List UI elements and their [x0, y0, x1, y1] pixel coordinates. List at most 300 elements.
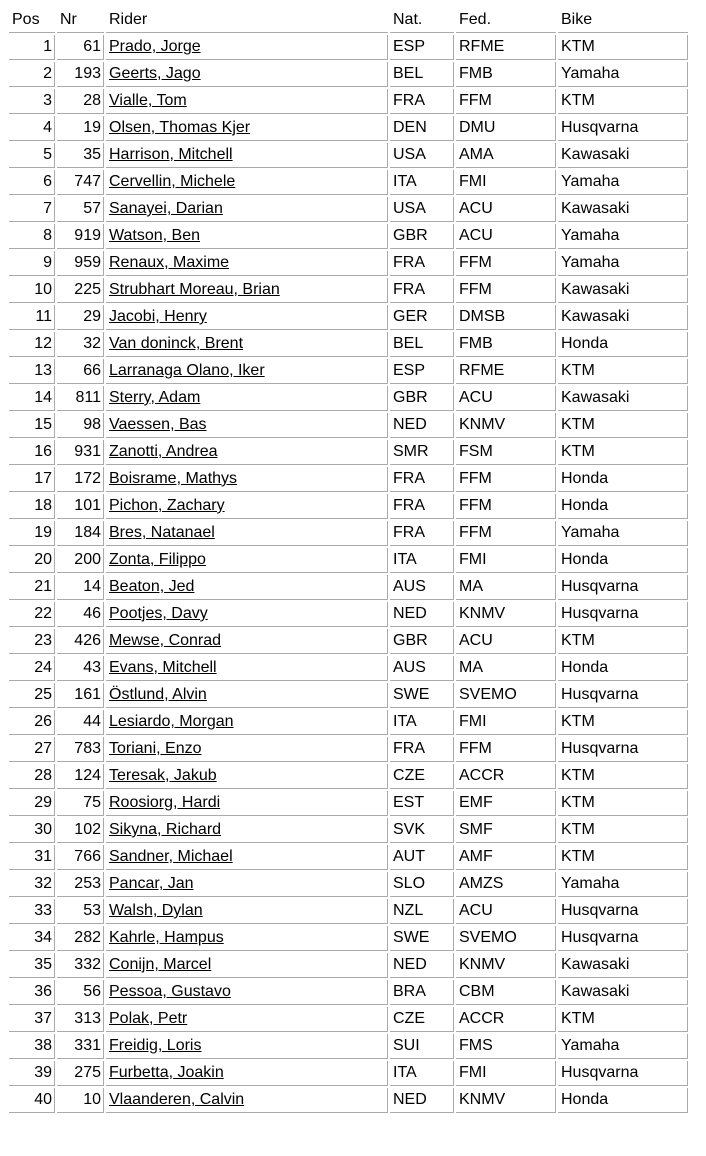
- cell-bike: KTM: [558, 764, 688, 789]
- cell-nr: 75: [57, 791, 104, 816]
- cell-bike: KTM: [558, 359, 688, 384]
- cell-pos: 40: [9, 1088, 55, 1113]
- cell-rider: [106, 386, 388, 411]
- cell-nat: ITA: [390, 548, 454, 573]
- cell-pos: 5: [9, 143, 55, 168]
- cell-rider: [106, 116, 388, 141]
- cell-rider: [106, 332, 388, 357]
- cell-nr: 101: [57, 494, 104, 519]
- rider-link[interactable]: Van doninck, Brent: [109, 335, 244, 352]
- cell-pos: 7: [9, 197, 55, 222]
- cell-fed: AMZS: [456, 872, 556, 897]
- table-row: [9, 791, 688, 816]
- cell-nr: 200: [57, 548, 104, 573]
- cell-bike: Honda: [558, 332, 688, 357]
- cell-rider: [106, 467, 388, 492]
- cell-bike: Kawasaki: [558, 143, 688, 168]
- table-row: [9, 1061, 688, 1086]
- cell-fed: FFM: [456, 89, 556, 114]
- cell-rider: [106, 359, 388, 384]
- cell-pos: 10: [9, 278, 55, 303]
- cell-nat: GBR: [390, 629, 454, 654]
- cell-fed: FFM: [456, 737, 556, 762]
- cell-nat: NED: [390, 413, 454, 438]
- cell-nr: 66: [57, 359, 104, 384]
- table-row: [9, 467, 688, 492]
- cell-nat: SLO: [390, 872, 454, 897]
- cell-fed: RFME: [456, 35, 556, 60]
- cell-nat: USA: [390, 143, 454, 168]
- cell-nat: AUT: [390, 845, 454, 870]
- cell-pos: 33: [9, 899, 55, 924]
- cell-nat: NED: [390, 602, 454, 627]
- cell-pos: 19: [9, 521, 55, 546]
- rider-link[interactable]: Mewse, Conrad: [109, 632, 222, 649]
- cell-nr: 313: [57, 1007, 104, 1032]
- cell-pos: 39: [9, 1061, 55, 1086]
- cell-fed: ACU: [456, 197, 556, 222]
- cell-fed: ACCR: [456, 764, 556, 789]
- cell-fed: FFM: [456, 251, 556, 276]
- cell-nat: GER: [390, 305, 454, 330]
- cell-nr: 28: [57, 89, 104, 114]
- cell-bike: KTM: [558, 89, 688, 114]
- rider-link[interactable]: Geerts, Jago: [109, 65, 201, 82]
- cell-bike: Husqvarna: [558, 683, 688, 708]
- cell-fed: FFM: [456, 521, 556, 546]
- rider-link[interactable]: Polak, Petr: [109, 1010, 188, 1027]
- rider-link[interactable]: Larranaga Olano, Iker: [109, 362, 265, 379]
- rider-link[interactable]: Pessoa, Gustavo: [109, 983, 231, 1000]
- cell-nr: 32: [57, 332, 104, 357]
- cell-pos: 24: [9, 656, 55, 681]
- table-row: [9, 1034, 688, 1059]
- cell-rider: [106, 899, 388, 924]
- cell-nr: 426: [57, 629, 104, 654]
- cell-fed: FMI: [456, 170, 556, 195]
- cell-bike: Yamaha: [558, 521, 688, 546]
- cell-nr: 766: [57, 845, 104, 870]
- cell-rider: [106, 251, 388, 276]
- header-row: [9, 8, 688, 33]
- cell-fed: DMU: [456, 116, 556, 141]
- cell-nat: SMR: [390, 440, 454, 465]
- rider-link[interactable]: Bres, Natanael: [109, 524, 215, 541]
- cell-rider: [106, 1034, 388, 1059]
- rider-link[interactable]: Zanotti, Andrea: [109, 443, 218, 460]
- table-row: [9, 899, 688, 924]
- cell-pos: 29: [9, 791, 55, 816]
- cell-rider: [106, 1061, 388, 1086]
- cell-bike: Honda: [558, 494, 688, 519]
- cell-fed: FSM: [456, 440, 556, 465]
- cell-bike: KTM: [558, 629, 688, 654]
- table-row: [9, 251, 688, 276]
- rider-link[interactable]: Pootjes, Davy: [109, 605, 208, 622]
- cell-nat: ITA: [390, 1061, 454, 1086]
- cell-nat: DEN: [390, 116, 454, 141]
- rider-link[interactable]: Sikyna, Richard: [109, 821, 222, 838]
- cell-fed: FMI: [456, 1061, 556, 1086]
- cell-rider: [106, 548, 388, 573]
- rider-link[interactable]: Teresak, Jakub: [109, 767, 217, 784]
- table-row: [9, 278, 688, 303]
- cell-bike: Kawasaki: [558, 386, 688, 411]
- table-row: [9, 737, 688, 762]
- cell-nat: NZL: [390, 899, 454, 924]
- cell-nat: GBR: [390, 224, 454, 249]
- cell-fed: ACU: [456, 224, 556, 249]
- cell-pos: 1: [9, 35, 55, 60]
- cell-nr: 919: [57, 224, 104, 249]
- cell-bike: KTM: [558, 791, 688, 816]
- cell-pos: 2: [9, 62, 55, 87]
- rider-link[interactable]: Östlund, Alvin: [109, 686, 207, 703]
- cell-pos: 3: [9, 89, 55, 114]
- cell-bike: Yamaha: [558, 170, 688, 195]
- rider-link[interactable]: Beaton, Jed: [109, 578, 195, 595]
- rider-link[interactable]: Watson, Ben: [109, 227, 201, 244]
- cell-rider: [106, 710, 388, 735]
- table-row: [9, 413, 688, 438]
- rider-link[interactable]: Vlaanderen, Calvin: [109, 1091, 245, 1108]
- table-row: [9, 359, 688, 384]
- cell-pos: 36: [9, 980, 55, 1005]
- cell-rider: [106, 1088, 388, 1113]
- cell-rider: [106, 656, 388, 681]
- cell-pos: 22: [9, 602, 55, 627]
- cell-pos: 16: [9, 440, 55, 465]
- cell-nr: 253: [57, 872, 104, 897]
- rider-link[interactable]: Zonta, Filippo: [109, 551, 206, 568]
- cell-rider: [106, 764, 388, 789]
- cell-rider: [106, 629, 388, 654]
- cell-nr: 193: [57, 62, 104, 87]
- rider-link[interactable]: Evans, Mitchell: [109, 659, 217, 676]
- table-row: [9, 764, 688, 789]
- cell-fed: KNMV: [456, 602, 556, 627]
- rider-link[interactable]: Jacobi, Henry: [109, 308, 207, 325]
- table-row: [9, 548, 688, 573]
- cell-fed: SMF: [456, 818, 556, 843]
- cell-nr: 931: [57, 440, 104, 465]
- cell-rider: [106, 89, 388, 114]
- cell-fed: FMB: [456, 332, 556, 357]
- cell-bike: Kawasaki: [558, 278, 688, 303]
- cell-bike: KTM: [558, 413, 688, 438]
- cell-nr: 783: [57, 737, 104, 762]
- cell-nr: 56: [57, 980, 104, 1005]
- cell-bike: Yamaha: [558, 62, 688, 87]
- cell-fed: ACU: [456, 629, 556, 654]
- results-table: [7, 6, 690, 1115]
- rider-link[interactable]: Olsen, Thomas Kjer: [109, 119, 251, 136]
- table-row: [9, 305, 688, 330]
- cell-rider: [106, 62, 388, 87]
- header-nr: Nr: [57, 8, 104, 33]
- cell-rider: [106, 602, 388, 627]
- table-row: [9, 710, 688, 735]
- cell-fed: FFM: [456, 494, 556, 519]
- cell-nr: 959: [57, 251, 104, 276]
- cell-pos: 20: [9, 548, 55, 573]
- cell-bike: KTM: [558, 1007, 688, 1032]
- cell-nr: 10: [57, 1088, 104, 1113]
- cell-bike: Yamaha: [558, 251, 688, 276]
- cell-bike: Husqvarna: [558, 926, 688, 951]
- cell-pos: 6: [9, 170, 55, 195]
- cell-nr: 331: [57, 1034, 104, 1059]
- cell-nr: 184: [57, 521, 104, 546]
- rider-link[interactable]: Pichon, Zachary: [109, 497, 225, 514]
- cell-nat: FRA: [390, 737, 454, 762]
- rider-link[interactable]: Harrison, Mitchell: [109, 146, 233, 163]
- cell-rider: [106, 683, 388, 708]
- cell-rider: [106, 845, 388, 870]
- cell-nat: BRA: [390, 980, 454, 1005]
- cell-nr: 275: [57, 1061, 104, 1086]
- cell-nat: CZE: [390, 764, 454, 789]
- cell-nat: FRA: [390, 251, 454, 276]
- cell-rider: [106, 575, 388, 600]
- cell-nat: SVK: [390, 818, 454, 843]
- cell-pos: 30: [9, 818, 55, 843]
- header-pos: Pos: [9, 8, 55, 33]
- cell-fed: KNMV: [456, 953, 556, 978]
- table-row: [9, 602, 688, 627]
- cell-pos: 12: [9, 332, 55, 357]
- cell-nr: 225: [57, 278, 104, 303]
- cell-rider: [106, 305, 388, 330]
- cell-rider: [106, 791, 388, 816]
- table-row: [9, 683, 688, 708]
- cell-fed: SVEMO: [456, 926, 556, 951]
- rider-link[interactable]: Vaessen, Bas: [109, 416, 207, 433]
- cell-nr: 811: [57, 386, 104, 411]
- rider-link[interactable]: Renaux, Maxime: [109, 254, 230, 271]
- cell-nat: ESP: [390, 359, 454, 384]
- rider-link[interactable]: Sandner, Michael: [109, 848, 233, 865]
- cell-pos: 9: [9, 251, 55, 276]
- cell-pos: 11: [9, 305, 55, 330]
- table-row: [9, 629, 688, 654]
- rider-link[interactable]: Conijn, Marcel: [109, 956, 212, 973]
- rider-link[interactable]: Walsh, Dylan: [109, 902, 203, 919]
- cell-nat: SWE: [390, 683, 454, 708]
- cell-bike: Husqvarna: [558, 602, 688, 627]
- cell-fed: AMF: [456, 845, 556, 870]
- table-row: [9, 332, 688, 357]
- table-row: [9, 494, 688, 519]
- cell-nat: ESP: [390, 35, 454, 60]
- cell-nat: NED: [390, 1088, 454, 1113]
- header-bike: Bike: [558, 8, 688, 33]
- cell-fed: KNMV: [456, 413, 556, 438]
- table-row: [9, 1088, 688, 1113]
- cell-rider: [106, 170, 388, 195]
- cell-bike: KTM: [558, 818, 688, 843]
- rider-link[interactable]: Kahrle, Hampus: [109, 929, 224, 946]
- cell-nr: 35: [57, 143, 104, 168]
- cell-rider: [106, 953, 388, 978]
- cell-nat: BEL: [390, 332, 454, 357]
- table-row: [9, 62, 688, 87]
- cell-bike: KTM: [558, 845, 688, 870]
- cell-fed: EMF: [456, 791, 556, 816]
- cell-nat: FRA: [390, 467, 454, 492]
- cell-bike: Honda: [558, 467, 688, 492]
- cell-nat: NED: [390, 953, 454, 978]
- rider-link[interactable]: Prado, Jorge: [109, 38, 201, 55]
- cell-pos: 27: [9, 737, 55, 762]
- rider-link[interactable]: Strubhart Moreau, Brian: [109, 281, 280, 298]
- cell-bike: Kawasaki: [558, 305, 688, 330]
- cell-bike: Kawasaki: [558, 953, 688, 978]
- rider-link[interactable]: Boisrame, Mathys: [109, 470, 238, 487]
- cell-nat: EST: [390, 791, 454, 816]
- cell-rider: [106, 35, 388, 60]
- cell-fed: FMI: [456, 548, 556, 573]
- cell-nr: 161: [57, 683, 104, 708]
- cell-bike: Husqvarna: [558, 1061, 688, 1086]
- cell-fed: MA: [456, 656, 556, 681]
- cell-bike: Husqvarna: [558, 899, 688, 924]
- cell-nat: BEL: [390, 62, 454, 87]
- cell-pos: 32: [9, 872, 55, 897]
- cell-nr: 14: [57, 575, 104, 600]
- cell-nr: 98: [57, 413, 104, 438]
- cell-fed: ACU: [456, 899, 556, 924]
- cell-nr: 19: [57, 116, 104, 141]
- cell-pos: 28: [9, 764, 55, 789]
- cell-bike: Kawasaki: [558, 980, 688, 1005]
- cell-fed: ACU: [456, 386, 556, 411]
- cell-nat: FRA: [390, 521, 454, 546]
- table-body: [9, 35, 688, 1113]
- cell-bike: Yamaha: [558, 224, 688, 249]
- cell-nr: 29: [57, 305, 104, 330]
- cell-fed: CBM: [456, 980, 556, 1005]
- table-row: [9, 386, 688, 411]
- table-row: [9, 89, 688, 114]
- rider-link[interactable]: Toriani, Enzo: [109, 740, 202, 757]
- rider-link[interactable]: Cervellin, Michele: [109, 173, 236, 190]
- cell-pos: 15: [9, 413, 55, 438]
- table-row: [9, 143, 688, 168]
- cell-fed: FFM: [456, 278, 556, 303]
- cell-rider: [106, 818, 388, 843]
- cell-bike: KTM: [558, 35, 688, 60]
- cell-nr: 332: [57, 953, 104, 978]
- cell-bike: KTM: [558, 710, 688, 735]
- cell-nat: ITA: [390, 170, 454, 195]
- cell-pos: 17: [9, 467, 55, 492]
- cell-nr: 282: [57, 926, 104, 951]
- cell-nat: FRA: [390, 89, 454, 114]
- cell-pos: 38: [9, 1034, 55, 1059]
- cell-pos: 21: [9, 575, 55, 600]
- table-row: [9, 170, 688, 195]
- rider-link[interactable]: Freidig, Loris: [109, 1037, 202, 1054]
- cell-nr: 44: [57, 710, 104, 735]
- table-row: [9, 440, 688, 465]
- header-fed: Fed.: [456, 8, 556, 33]
- rider-link[interactable]: Vialle, Tom: [109, 92, 187, 109]
- cell-bike: Honda: [558, 1088, 688, 1113]
- cell-fed: KNMV: [456, 1088, 556, 1113]
- cell-bike: Honda: [558, 548, 688, 573]
- cell-rider: [106, 143, 388, 168]
- cell-rider: [106, 926, 388, 951]
- cell-rider: [106, 224, 388, 249]
- cell-pos: 31: [9, 845, 55, 870]
- cell-pos: 8: [9, 224, 55, 249]
- table-row: [9, 818, 688, 843]
- cell-nat: SWE: [390, 926, 454, 951]
- rider-link[interactable]: Sanayei, Darian: [109, 200, 223, 217]
- rider-link[interactable]: Sterry, Adam: [109, 389, 201, 406]
- cell-pos: 14: [9, 386, 55, 411]
- cell-pos: 26: [9, 710, 55, 735]
- cell-rider: [106, 440, 388, 465]
- cell-nr: 43: [57, 656, 104, 681]
- cell-fed: FMI: [456, 710, 556, 735]
- header-rider: Rider: [106, 8, 388, 33]
- cell-rider: [106, 980, 388, 1005]
- cell-nr: 61: [57, 35, 104, 60]
- cell-fed: DMSB: [456, 305, 556, 330]
- cell-bike: Yamaha: [558, 1034, 688, 1059]
- table-row: [9, 197, 688, 222]
- header-nat: Nat.: [390, 8, 454, 33]
- cell-bike: Kawasaki: [558, 197, 688, 222]
- cell-rider: [106, 197, 388, 222]
- table-row: [9, 575, 688, 600]
- table-row: [9, 224, 688, 249]
- cell-nat: GBR: [390, 386, 454, 411]
- cell-pos: 35: [9, 953, 55, 978]
- rider-link[interactable]: Pancar, Jan: [109, 875, 194, 892]
- cell-fed: MA: [456, 575, 556, 600]
- cell-pos: 4: [9, 116, 55, 141]
- cell-nr: 747: [57, 170, 104, 195]
- cell-nat: AUS: [390, 656, 454, 681]
- cell-pos: 34: [9, 926, 55, 951]
- table-row: [9, 521, 688, 546]
- cell-pos: 37: [9, 1007, 55, 1032]
- table-row: [9, 656, 688, 681]
- cell-bike: Husqvarna: [558, 116, 688, 141]
- cell-bike: Husqvarna: [558, 737, 688, 762]
- cell-fed: ACCR: [456, 1007, 556, 1032]
- cell-nr: 53: [57, 899, 104, 924]
- cell-pos: 25: [9, 683, 55, 708]
- cell-nat: SUI: [390, 1034, 454, 1059]
- cell-fed: FMB: [456, 62, 556, 87]
- cell-bike: Husqvarna: [558, 575, 688, 600]
- cell-nr: 46: [57, 602, 104, 627]
- cell-nr: 124: [57, 764, 104, 789]
- cell-nat: CZE: [390, 1007, 454, 1032]
- rider-link[interactable]: Lesiardo, Morgan: [109, 713, 234, 730]
- cell-rider: [106, 521, 388, 546]
- rider-link[interactable]: Furbetta, Joakin: [109, 1064, 224, 1081]
- cell-fed: FMS: [456, 1034, 556, 1059]
- table-row: [9, 872, 688, 897]
- cell-bike: Yamaha: [558, 872, 688, 897]
- rider-link[interactable]: Roosiorg, Hardi: [109, 794, 221, 811]
- cell-rider: [106, 872, 388, 897]
